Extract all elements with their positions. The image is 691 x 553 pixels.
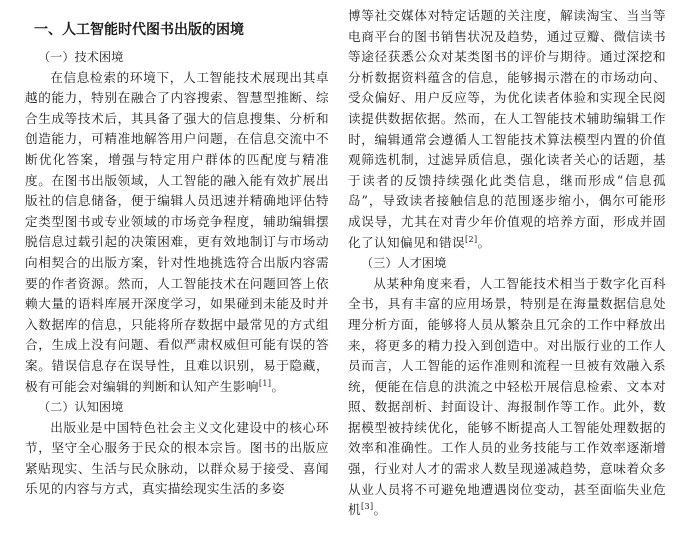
paragraph-end: 。	[373, 502, 387, 518]
paragraph-text: 在信息检索的环境下，人工智能技术展现出其卓越的能力，特别在融合了内容搜索、智慧型推断、综合生成等技术后，其具备了强大的信息搜集、分析和创造能力，可精准地解答用户问题，在信息交流中不断优化答案，增强与特定用户群体的匹配度与精准度。在图书出版领域，人工智能的融入能有效扩展出版社的信息储备，便于编辑人员迅速并精确地评估特定类型图书或专业领域的市场竞争程度，辅助编辑摆脱信息过载引起的决策困难，更有效地制订与市场动向相契合的出版方案，针对性地挑选符合出版内容需要的作者资源。然而，人工智能技术在问题回答上依赖大量的语料库展开深度学习，如果碰到未能及时并入数据库的信息，只能将所存数据中最常见的方式组合，生成上没有问题、看似严肃权威但可能有误的答案。错误信息存在误导性，且难以识别，易于隐藏，极有可能会对编辑的判断和认知产生影响	[25, 69, 329, 394]
paragraph-end: 。	[477, 234, 491, 250]
subsection-heading-cognition: （二）认知困境	[38, 400, 124, 415]
paragraph-cognition	[25, 418, 329, 500]
paragraph-end: 。	[271, 378, 285, 394]
right-column	[348, 6, 666, 521]
citation-ref-1[interactable]: [1]	[258, 378, 272, 388]
citation-ref-3[interactable]: [3]	[361, 502, 374, 512]
subsection-heading-technology: （一）技术困境	[38, 50, 124, 64]
subsection-heading-talent: （三）人才困境	[361, 256, 447, 271]
citation-ref-2[interactable]: [2]	[464, 234, 478, 244]
paragraph-cognition-continued	[348, 6, 666, 253]
paragraph-text: 博等社交媒体对特定话题的关注度，解读淘宝、当当等电商平台的图书销售状况及趋势，通过豆瓣、微信读书等途径获悉公众对某类图书的评价与期待。通过深挖和分析数据资料蕴含的信息，能够揭示潜在的市场动向、受众偏好、用户反应等，为优化读者体验和实现全民阅读提供数据依据。然而，在人工智能技术辅助编辑工作时，编辑通常会遵循人工智能技术算法模型内置的价值观筛选机制，过滤异质信息，强化读者关心的话题，基于读者的反馈持续强化此类信息，继而形成“信息孤岛”，导致读者接触信息的范围逐步缩小，偶尔可能形成误导，尤其在对青少年价值观的培养方面，形成并固化了认知偏见和错误	[348, 8, 666, 250]
paragraph-text: 出版业是中国特色社会主义文化建设中的核心环节，坚守全心服务于民众的根本宗旨。图书的出版应紧贴现实、生活与民众脉动，以群众易于接受、喜闻乐见的内容与方式，真实描绘现实生活的多姿	[25, 419, 329, 497]
paragraph-text: 从某种角度来看，人工智能技术相当于数字化百科全书，具有丰富的应用场景，特别是在海量数据信息处理分析方面，能够将人员从繁杂且冗余的工作中释放出来，将更多的精力投入到创造中。对出版行业的工作人员而言，人工智能的运作准则和流程一旦被有效融入系统，便能在信息的洪流之中轻松开展信息检索、文本对照、数据剖析、封面设计、海报制作等工作。此外，数据模型被持续优化，能够不断提高人工智能处理数据的效率和准确性。工作人员的业务技能与工作效率逐渐增强，行业对人才的需求人数呈现递减趋势，意味着众多从业人员将不可避免地遭遇岗位变动，甚至面临失业危机	[348, 275, 666, 518]
paragraph-talent	[348, 274, 666, 521]
paragraph-technology	[25, 68, 329, 398]
left-column	[25, 6, 329, 500]
section-title: 一、人工智能时代图书出版的困境	[34, 22, 244, 38]
